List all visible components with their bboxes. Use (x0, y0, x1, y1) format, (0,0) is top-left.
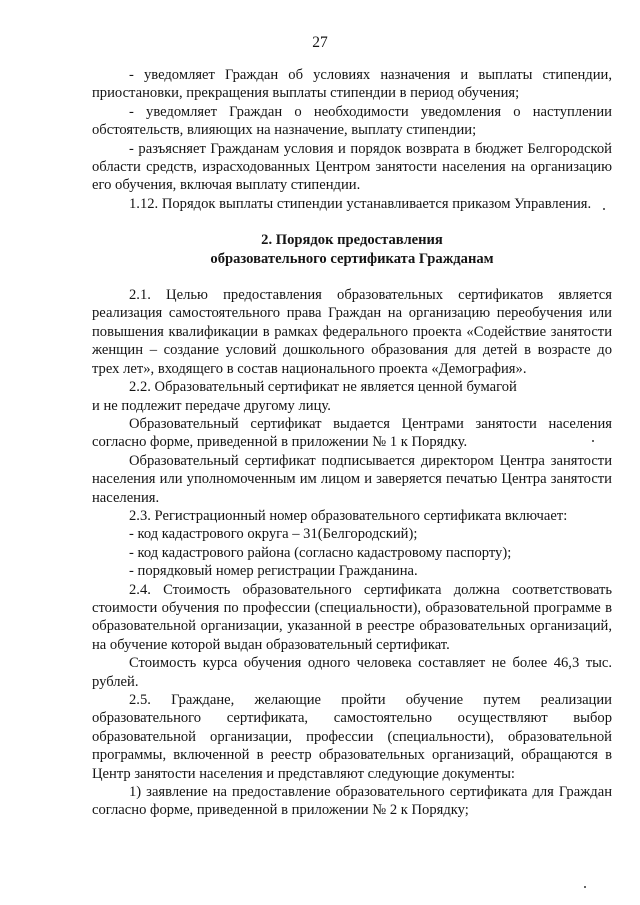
paragraph-2-4: 2.4. Стоимость образовательного сертификата должна соответствовать стоимости обучения по профессии (специальности), образовательной программе в образовательной организации, указанной в реестре образовательных организаций, на обучение которой выдан образовательный сертификат. (92, 581, 612, 653)
paragraph-explain-refund: - разъясняет Гражданам условия и порядок возврата в бюджет Белгородской области средств, израсходованных Центром занятости населения на организацию его обучения, включая выплату стипендии. (92, 140, 612, 194)
paragraph-2-2-continued: и не подлежит передаче другому лицу. (92, 397, 331, 414)
paragraph-notify-circumstances: - уведомляет Граждан о необходимости уведомления о наступлении обстоятельств, влияющих на назначение, выплату стипендии; (92, 103, 612, 139)
list-item-district-code: - код кадастрового округа – 31(Белгородский); (129, 526, 418, 543)
paragraph-certificate-issued: Образовательный сертификат выдается Центрами занятости населения согласно форме, приведенной в приложении № 1 к Порядку. (92, 415, 612, 451)
paragraph-2-5: 2.5. Граждане, желающие пройти обучение путем реализации образовательного сертификата, самостоятельно осуществляют выбор образовательной организации, профессии (специальности), образовательной программы, включенной в реестр образовательных организаций, обращаются в Центр занятости населения и представляют следующие документы: (92, 692, 612, 782)
paragraph-notify-conditions: - уведомляет Граждан об условиях назначения и выплаты стипендии, приостановки, прекращения выплаты стипендии в период обучения; (92, 67, 612, 102)
paragraph-document-1: 1) заявление на предоставление образовательного сертификата для Граждан согласно форме, приведенной в приложении № 2 к Порядку; (92, 784, 612, 819)
paragraph-2-1: 2.1. Целью предоставления образовательных сертификатов является реализация самостоятельного права Граждан на организацию переобучения или повышения квалификации в рамках федерального проекта «Содействие занятости женщин – создание условий дошкольного образования для детей в возрасте до трех лет», входящего в состав национального проекта «Демография». (92, 287, 612, 377)
paragraph-2-3: 2.3. Регистрационный номер образовательного сертификата включает: (129, 507, 568, 524)
paragraph-course-cost: Стоимость курса обучения одного человека составляет не более 46,3 тыс. рублей. (92, 655, 612, 690)
document-body (92, 66, 612, 820)
list-item-region-code: - код кадастрового района (согласно кадастровому паспорту); (129, 544, 512, 561)
section-heading-line-1: 2. Порядок предоставления (261, 232, 443, 249)
scan-speck (592, 440, 594, 442)
paragraph-1-12: 1.12. Порядок выплаты стипендии устанавливается приказом Управления. (129, 195, 592, 212)
section-heading (92, 231, 612, 268)
page-number: 27 (312, 34, 328, 51)
list-item-registration-number: - порядковый номер регистрации Гражданина. (129, 563, 418, 580)
paragraph-2-2: 2.2. Образовательный сертификат не является ценной бумагой (129, 379, 517, 396)
scan-speck (584, 886, 586, 888)
scan-speck (603, 208, 605, 210)
section-heading-line-2: образовательного сертификата Гражданам (210, 250, 494, 267)
paragraph-certificate-signed: Образовательный сертификат подписывается директором Центра занятости населения или уполномоченным им лицом и заверяется печатью Центра занятости населения. (92, 452, 612, 506)
